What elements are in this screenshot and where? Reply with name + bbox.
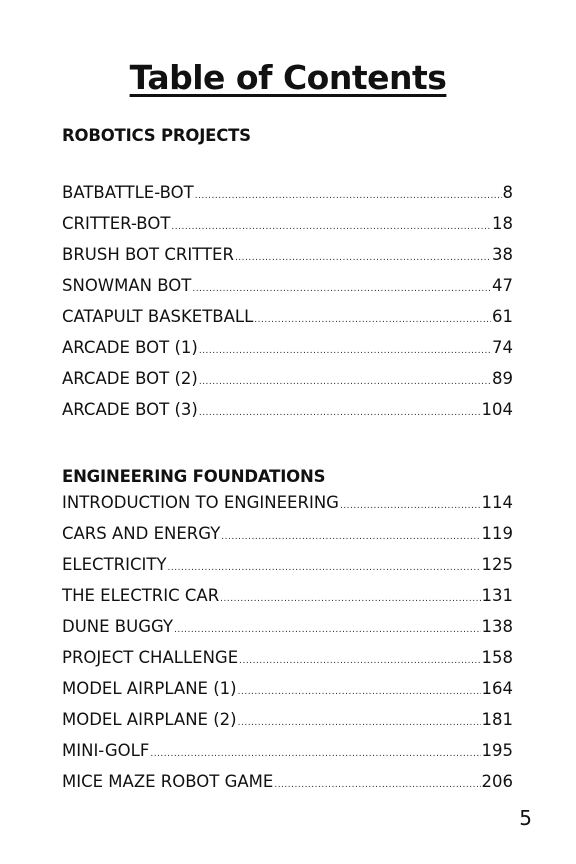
toc-entry-page: 18 — [492, 214, 513, 233]
toc-entry[interactable] — [62, 400, 513, 431]
toc-entry-label: CATAPULT BASKETBALL — [62, 307, 254, 326]
toc-entry-label: THE ELECTRIC CAR — [62, 586, 220, 605]
toc-entry-label: MODEL AIRPLANE (2) — [62, 710, 237, 729]
toc-entry[interactable] — [62, 493, 513, 524]
toc-entry-page: 138 — [481, 617, 513, 636]
toc-entry[interactable] — [62, 276, 513, 307]
toc-entry-page: 119 — [481, 524, 513, 543]
toc-entry-label: MODEL AIRPLANE (1) — [62, 679, 237, 698]
toc-entry[interactable] — [62, 586, 513, 617]
toc-entry-page: 89 — [492, 369, 513, 388]
toc-entry[interactable] — [62, 307, 513, 338]
toc-dot-leader — [235, 253, 491, 263]
toc-entry[interactable] — [62, 338, 513, 369]
toc-entry-page: 8 — [502, 183, 513, 202]
toc-entry-label: ARCADE BOT (3) — [62, 400, 198, 419]
toc-dot-leader — [199, 408, 481, 418]
toc-dot-leader — [168, 563, 481, 573]
toc-entry-page: 195 — [481, 741, 513, 760]
toc-entry-page: 206 — [481, 772, 513, 791]
page-title: Table of Contents — [129, 58, 447, 97]
toc-entry-label: ELECTRICITY — [62, 555, 167, 574]
toc-entry-page: 74 — [492, 338, 513, 357]
toc-dot-leader — [199, 377, 491, 387]
toc-entry[interactable] — [62, 741, 513, 772]
toc-entry-label: PROJECT CHALLENGE — [62, 648, 239, 667]
toc-entry[interactable] — [62, 617, 513, 648]
toc-dot-leader — [174, 625, 480, 635]
toc-dot-leader — [171, 222, 491, 232]
toc-dot-leader — [238, 718, 481, 728]
toc-entry-page: 47 — [492, 276, 513, 295]
toc-entry-page: 131 — [481, 586, 513, 605]
toc-entry-label: CRITTER-BOT — [62, 214, 171, 233]
toc-entry[interactable] — [62, 369, 513, 400]
toc-entry-label: CARS AND ENERGY — [62, 524, 221, 543]
section-heading-robotics: ROBOTICS PROJECTS — [62, 126, 251, 145]
toc-entry-page: 114 — [481, 493, 513, 512]
toc-entry-page: 104 — [481, 400, 513, 419]
toc-entry[interactable] — [62, 183, 513, 214]
page-number: 5 — [519, 806, 532, 830]
section-heading-engineering: ENGINEERING FOUNDATIONS — [62, 467, 326, 486]
toc-entry-page: 38 — [492, 245, 513, 264]
toc-list-robotics — [62, 183, 513, 431]
toc-entry-label: MICE MAZE ROBOT GAME — [62, 772, 274, 791]
toc-entry-page: 164 — [481, 679, 513, 698]
toc-entry[interactable] — [62, 524, 513, 555]
toc-entry[interactable] — [62, 648, 513, 679]
toc-dot-leader — [239, 656, 480, 666]
toc-dot-leader — [274, 780, 480, 790]
toc-entry-page: 158 — [481, 648, 513, 667]
toc-entry-label: SNOWMAN BOT — [62, 276, 192, 295]
toc-entry-label: ARCADE BOT (1) — [62, 338, 198, 357]
toc-dot-leader — [254, 315, 491, 325]
toc-entry[interactable] — [62, 245, 513, 276]
toc-dot-leader — [195, 191, 502, 201]
toc-entry[interactable] — [62, 214, 513, 245]
toc-entry-label: INTRODUCTION TO ENGINEERING — [62, 493, 339, 512]
toc-entry-label: DUNE BUGGY — [62, 617, 174, 636]
toc-dot-leader — [340, 501, 481, 511]
toc-list-engineering — [62, 493, 513, 803]
toc-dot-leader — [220, 594, 480, 604]
toc-dot-leader — [221, 532, 480, 542]
toc-dot-leader — [199, 346, 491, 356]
toc-entry-label: MINI-GOLF — [62, 741, 150, 760]
toc-entry-page: 181 — [481, 710, 513, 729]
toc-entry-label: ARCADE BOT (2) — [62, 369, 198, 388]
toc-entry[interactable] — [62, 679, 513, 710]
toc-entry-label: BATBATTLE-BOT — [62, 183, 194, 202]
toc-entry-page: 125 — [481, 555, 513, 574]
toc-dot-leader — [238, 687, 481, 697]
toc-entry-label: BRUSH BOT CRITTER — [62, 245, 234, 264]
toc-entry-page: 61 — [492, 307, 513, 326]
toc-dot-leader — [150, 749, 480, 759]
toc-dot-leader — [192, 284, 491, 294]
toc-entry[interactable] — [62, 555, 513, 586]
toc-entry[interactable] — [62, 772, 513, 803]
toc-entry[interactable] — [62, 710, 513, 741]
